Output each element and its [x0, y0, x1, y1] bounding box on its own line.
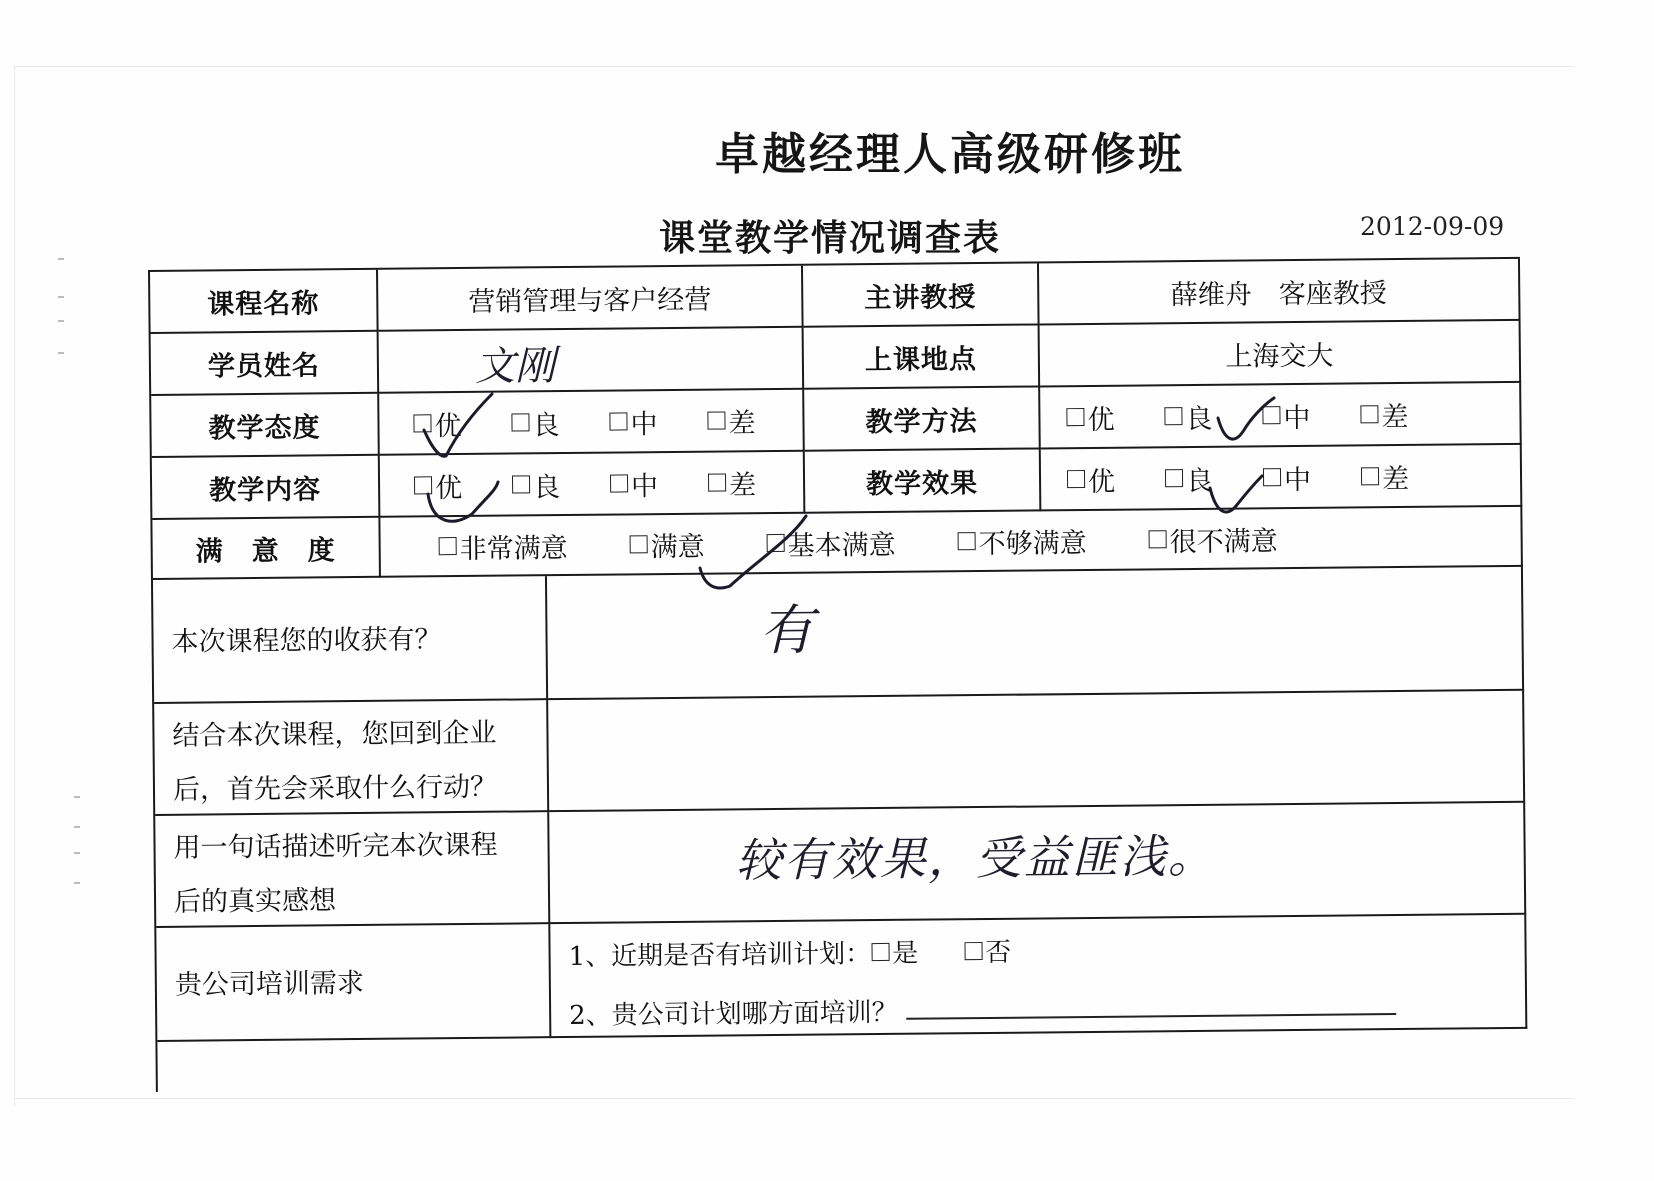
satisfaction-option[interactable] [629, 524, 704, 564]
training-area-line [569, 986, 1525, 1032]
effect-option-label: 良 [1185, 465, 1214, 497]
training-plan-line [568, 927, 1524, 973]
page-edge-bottom [14, 1098, 1574, 1099]
checkbox[interactable] [630, 535, 648, 553]
checkbox[interactable] [414, 476, 432, 494]
attitude-option-label: 优 [434, 410, 462, 442]
content-option[interactable] [610, 464, 658, 503]
checkbox-no[interactable] [964, 942, 982, 960]
effect-option[interactable] [1165, 458, 1213, 497]
professor-value: 薛维舟 客座教授 [1039, 259, 1521, 326]
binding-hole-mark [74, 796, 80, 798]
checkbox[interactable] [1262, 406, 1280, 424]
satisfaction-label: 满 意 度 [152, 518, 381, 580]
satisfaction-option-label: 满意 [650, 531, 705, 563]
form-date: 2012-09-09 [1360, 212, 1505, 241]
survey-form [148, 257, 1528, 1092]
method-option[interactable] [1066, 397, 1114, 436]
satisfaction-option-label: 不够满意 [978, 527, 1087, 560]
course-name-label: 课程名称 [150, 270, 379, 334]
satisfaction-options [380, 507, 1523, 578]
feeling-question [155, 812, 550, 928]
checkbox[interactable] [708, 473, 726, 491]
gain-answer-field[interactable] [547, 567, 1524, 700]
attitude-option-label: 差 [728, 407, 756, 439]
binding-hole-mark [58, 352, 64, 354]
page-edge-left [14, 66, 15, 1106]
checkbox[interactable] [767, 534, 785, 552]
effect-option[interactable] [1067, 459, 1115, 498]
attitude-option-label: 良 [532, 409, 560, 441]
checkbox[interactable] [1360, 405, 1378, 423]
checkbox[interactable] [1066, 408, 1084, 426]
content-label: 教学内容 [152, 456, 381, 520]
training-plan-yes[interactable] [871, 933, 918, 970]
satisfaction-option-label: 很不满意 [1169, 525, 1278, 558]
student-name-field[interactable] [379, 328, 805, 394]
effect-option-label: 差 [1381, 463, 1410, 495]
checkbox[interactable] [707, 411, 725, 429]
effect-option-label: 中 [1283, 464, 1312, 496]
effect-option-label: 优 [1087, 466, 1116, 498]
professor-label: 主讲教授 [803, 263, 1040, 327]
satisfaction-option[interactable] [438, 525, 567, 565]
location-label: 上课地点 [804, 325, 1041, 389]
attitude-label: 教学态度 [151, 394, 380, 458]
checkbox[interactable] [1263, 468, 1281, 486]
feeling-answer-field[interactable] [549, 803, 1526, 924]
binding-hole-mark [74, 826, 80, 828]
checkbox[interactable] [1164, 407, 1182, 425]
student-name-label: 学员姓名 [151, 332, 380, 396]
method-option[interactable] [1262, 395, 1310, 434]
checkbox[interactable] [413, 414, 431, 432]
feeling-question-line1: 用一句话描述听完本次课程 [173, 829, 498, 864]
content-option[interactable] [512, 465, 560, 504]
content-option-label: 良 [532, 471, 561, 503]
checkbox-yes[interactable] [871, 942, 889, 960]
checkbox[interactable] [1149, 530, 1167, 548]
satisfaction-option[interactable] [766, 522, 895, 562]
attitude-option[interactable] [511, 403, 559, 442]
student-name-handwriting: 文刚 [474, 343, 556, 390]
action-answer-field[interactable] [548, 691, 1525, 812]
attitude-option[interactable] [609, 402, 657, 441]
course-name-value: 营销管理与客户经营 [378, 266, 804, 332]
action-question [154, 700, 549, 816]
gain-question: 本次课程您的收获有？ [153, 576, 548, 704]
content-option-label: 差 [728, 469, 757, 501]
method-options [1040, 383, 1522, 450]
method-option[interactable] [1164, 396, 1212, 435]
binding-hole-mark [74, 882, 80, 884]
checkbox[interactable] [511, 413, 529, 431]
checkbox[interactable] [1067, 470, 1085, 488]
effect-options [1041, 445, 1523, 512]
method-option-label: 中 [1283, 402, 1311, 434]
gain-answer-handwriting: 有 [759, 598, 814, 663]
training-plan-no-label: 否 [985, 937, 1012, 968]
binding-hole-mark [74, 852, 80, 854]
location-value: 上海交大 [1040, 321, 1522, 388]
satisfaction-option[interactable] [1148, 519, 1277, 559]
training-need-label: 贵公司培训需求 [156, 924, 551, 1042]
form-subtitle: 课堂教学情况调查表 [658, 218, 1001, 259]
training-area-question: 2、贵公司计划哪方面培训？ [569, 997, 898, 1031]
page-title: 卓越经理人高级研修班 [715, 129, 1185, 180]
binding-hole-mark [58, 258, 64, 260]
effect-label: 教学效果 [805, 449, 1042, 513]
training-plan-no[interactable] [964, 932, 1011, 969]
method-option-label: 良 [1185, 403, 1213, 435]
satisfaction-option-label: 非常满意 [459, 532, 568, 565]
checkbox[interactable] [1361, 467, 1379, 485]
page-edge-top [14, 66, 1574, 67]
binding-hole-mark [58, 320, 64, 322]
effect-option[interactable] [1263, 457, 1311, 496]
checkbox[interactable] [512, 475, 530, 493]
binding-hole-mark [58, 296, 64, 298]
method-option[interactable] [1360, 394, 1408, 433]
attitude-option-label: 中 [630, 408, 658, 440]
training-need-field [550, 915, 1527, 1038]
content-option-label: 中 [630, 470, 659, 502]
training-plan-question: 1、近期是否有培训计划： [568, 939, 872, 972]
attitude-option[interactable] [413, 403, 461, 442]
checkbox[interactable] [1165, 469, 1183, 487]
satisfaction-option[interactable] [957, 521, 1086, 561]
checkbox[interactable] [610, 474, 628, 492]
effect-option[interactable] [1361, 456, 1409, 495]
attitude-option[interactable] [707, 401, 755, 440]
action-question-line1: 结合本次课程，您回到企业 [172, 717, 497, 752]
feeling-question-line2: 后的真实感想 [173, 885, 337, 918]
feeling-answer-handwriting: 较有效果，受益匪浅。 [735, 828, 1216, 888]
training-area-blank[interactable] [906, 997, 1396, 1020]
action-question-line2: 后，首先会采取什么行动？ [172, 771, 498, 806]
content-option[interactable] [708, 463, 756, 502]
checkbox[interactable] [958, 532, 976, 550]
checkbox[interactable] [609, 412, 627, 430]
training-plan-yes-label: 是 [892, 938, 919, 969]
satisfaction-option-label: 基本满意 [787, 529, 896, 562]
method-option-label: 差 [1381, 401, 1409, 433]
content-option-label: 优 [434, 472, 463, 504]
content-option[interactable] [414, 465, 462, 504]
attitude-options [379, 390, 805, 456]
content-options [380, 452, 806, 518]
checkbox[interactable] [439, 537, 457, 555]
method-option-label: 优 [1087, 404, 1115, 436]
method-label: 教学方法 [804, 387, 1041, 451]
